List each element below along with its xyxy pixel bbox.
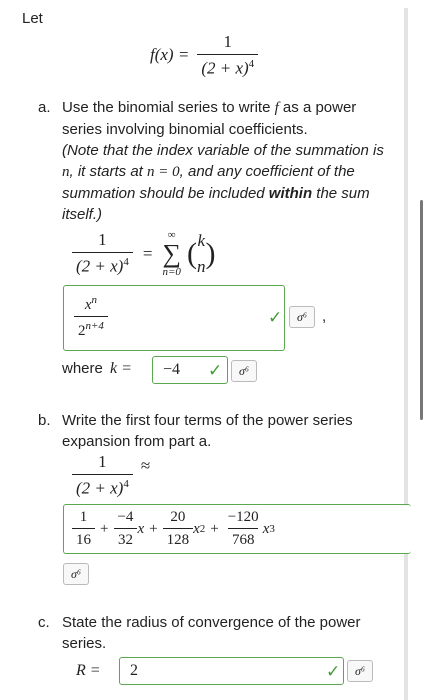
part-b-label: b.: [38, 412, 51, 429]
part-a-equation: $\frac{1}{(2 + x)^4}$ = ∞ ∑ n=0 ( k n ): [72, 228, 215, 279]
answer-numerator-exp: n: [91, 294, 98, 306]
sigma-top: ∞: [167, 228, 176, 241]
term4-var: x: [262, 520, 270, 537]
part-b-lhs-den: (2 + x): [76, 478, 124, 498]
term2-var: x: [137, 520, 145, 537]
part-c-line2: series.: [62, 635, 107, 652]
k-label: k =: [110, 360, 132, 377]
where-label: where: [62, 360, 103, 377]
intro-text: Let: [22, 10, 43, 27]
part-b-instructions: [62, 410, 402, 452]
plus-3: +: [210, 520, 219, 537]
keyboard-glyph: σ⁶: [70, 566, 82, 581]
sigma-bottom: n=0: [162, 265, 181, 278]
part-b-lhs: [72, 452, 150, 499]
plus-1: +: [100, 520, 109, 537]
part-a-equals: =: [142, 243, 153, 263]
term2-num: −4: [117, 509, 134, 525]
math-keyboard-icon[interactable]: [231, 360, 257, 382]
k-value: −4: [163, 361, 181, 378]
note-text-6: itself.): [62, 206, 103, 223]
plus-2: +: [149, 520, 158, 537]
r-value: 2: [130, 662, 138, 679]
term4-num: −120: [227, 509, 259, 525]
k-answer-box[interactable]: [152, 356, 228, 384]
part-a-label: a.: [38, 99, 51, 116]
part-b-lhs-num: 1: [98, 452, 107, 471]
term1-den: 16: [72, 528, 95, 549]
note-within: within: [268, 185, 313, 202]
part-a-instructions: [62, 97, 402, 225]
part-c-label: c.: [38, 614, 50, 631]
function-exponent: 4: [248, 58, 255, 70]
part-a-lhs-exp: 4: [123, 256, 129, 269]
answer-denominator: 2: [78, 323, 86, 339]
binom-top: k: [197, 231, 205, 250]
sigma-symbol: ∑: [162, 238, 181, 268]
term3-num: 20: [170, 509, 186, 525]
part-b-line2: expansion from part a.: [62, 433, 212, 450]
part-a-note-1: (Note that the index variable of the summation is: [62, 142, 384, 159]
part-a-f: f: [274, 100, 279, 116]
part-a-line2: series involving binomial coefficients.: [62, 121, 308, 138]
note-n: n: [62, 164, 70, 180]
note-text-3: , and any coefficient of the: [179, 163, 355, 180]
term3-exp: 2: [199, 523, 206, 535]
check-icon: ✓: [208, 361, 223, 381]
binom-bottom: n: [196, 256, 206, 276]
term2-den: 32: [114, 528, 137, 549]
answer-numerator: x: [84, 297, 92, 313]
r-label: R =: [76, 662, 101, 679]
term3-var: x: [193, 520, 200, 537]
function-lhs: f(x) =: [150, 45, 190, 65]
function-definition: [150, 32, 258, 79]
part-b-lhs-exp: 4: [123, 478, 129, 490]
check-icon: ✓: [268, 308, 283, 328]
series-term-answer-box[interactable]: [63, 285, 285, 351]
part-a-line1: Use the binomial series to write: [62, 99, 275, 116]
note-n-zero: n = 0: [147, 164, 180, 180]
part-b-line1: Write the first four terms of the power series: [62, 412, 353, 429]
part-c-instructions: [62, 612, 402, 654]
keyboard-glyph: σ⁶: [296, 309, 308, 324]
part-a-lhs-num: 1: [98, 230, 107, 250]
note-text-4: summation should be included: [62, 185, 269, 202]
term1-num: 1: [79, 509, 88, 525]
radius-answer-box[interactable]: [119, 657, 344, 685]
part-c-line1: State the radius of convergence of the power: [62, 614, 361, 631]
power-series-answer-box[interactable]: [63, 504, 411, 554]
function-numerator: 1: [223, 32, 232, 51]
part-a-lhs-den: (2 + x): [76, 256, 124, 276]
approx-symbol: ≈: [140, 456, 151, 476]
scroll-track[interactable]: [404, 8, 408, 700]
keyboard-glyph: σ⁶: [354, 663, 366, 678]
scroll-thumb[interactable]: [420, 200, 423, 420]
check-icon: ✓: [326, 662, 341, 682]
function-denominator: (2 + x): [201, 58, 249, 78]
comma: ,: [322, 308, 327, 325]
note-text-2: , it starts at: [69, 163, 148, 180]
keyboard-glyph: σ⁶: [238, 363, 250, 378]
math-keyboard-icon[interactable]: [289, 306, 315, 328]
term3-den: 128: [163, 528, 194, 549]
term4-den: 768: [228, 528, 259, 549]
note-text-5: the sum: [312, 185, 370, 202]
math-keyboard-icon[interactable]: [347, 660, 373, 682]
math-keyboard-icon[interactable]: [63, 563, 89, 585]
term4-exp: 3: [269, 523, 275, 535]
answer-denominator-exp: n+4: [85, 320, 104, 332]
part-a-line1-end: as a power: [278, 99, 357, 116]
